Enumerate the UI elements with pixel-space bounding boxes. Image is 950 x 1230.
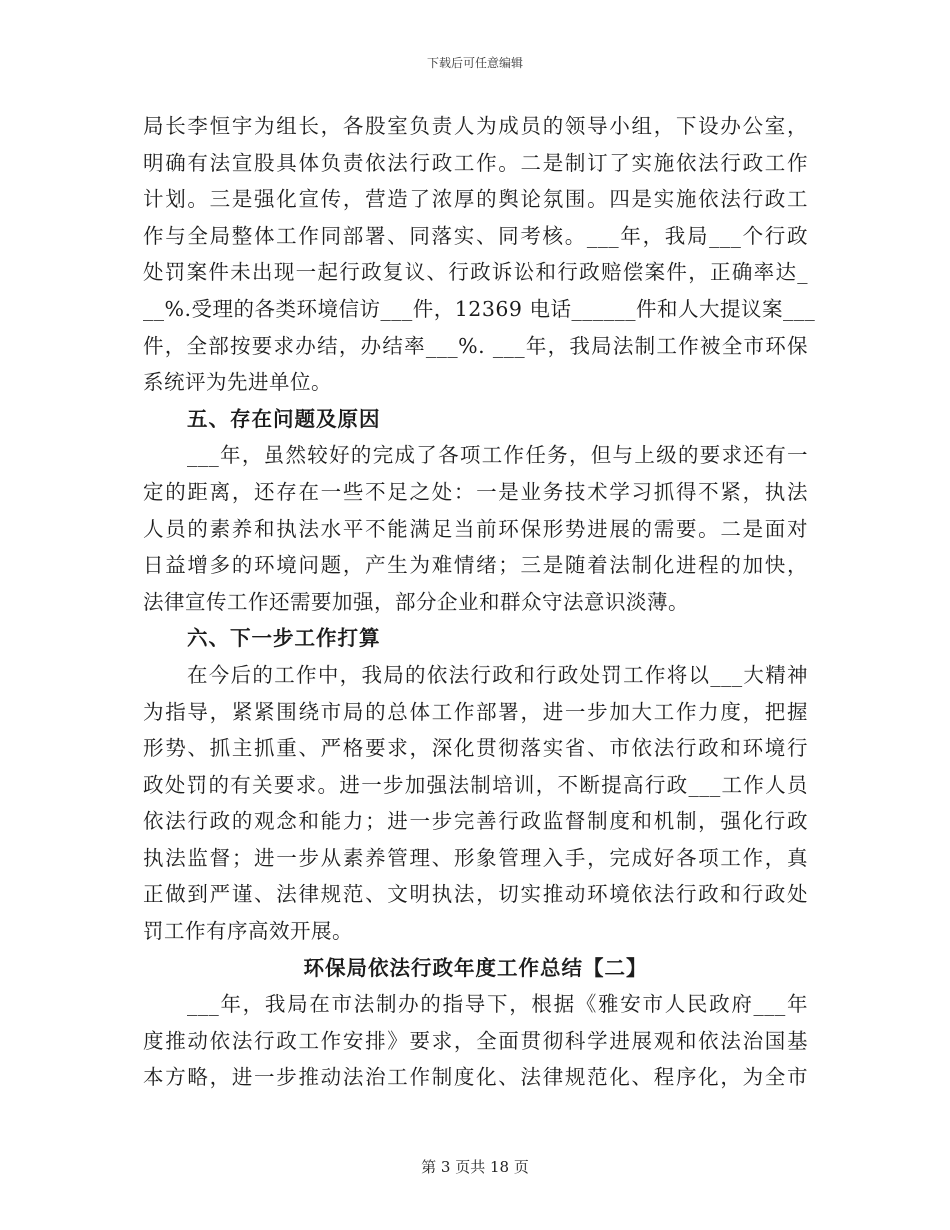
paragraph-line: 正做到严谨、法律规范、文明执法，切实推动环境依法行政和行政处 — [143, 882, 808, 907]
paragraph-line: 度推动依法行政工作安排》要求，全面贯彻科学进展观和依法治国基 — [143, 1028, 808, 1053]
paragraph-line: 件，全部按要求办结，办结率___%. ___年，我局法制工作被全市环保 — [143, 333, 808, 358]
document-body — [143, 108, 816, 1096]
paragraph-line: 明确有法宣股具体负责依法行政工作。二是制订了实施依法行政工作 — [143, 150, 808, 175]
paragraph-line: __%.受理的各类环境信访___件，12369 电话______件和人大提议案___ — [143, 296, 816, 321]
section-heading: 六、下一步工作打算 — [187, 626, 381, 651]
paragraph-line: 法律宣传工作还需要加强，部分企业和群众守法意识淡薄。 — [143, 589, 689, 614]
paragraph-line: 计划。三是强化宣传，营造了浓厚的舆论氛围。四是实施依法行政工 — [143, 187, 808, 212]
paragraph-line: 为指导，紧紧围绕市局的总体工作部署，进一步加大工作力度，把握 — [143, 699, 808, 724]
paragraph-line: 处罚案件未出现一起行政复议、行政诉讼和行政赔偿案件，正确率达_ — [143, 260, 808, 285]
paragraph-line: 人员的素养和执法水平不能满足当前环保形势进展的需要。二是面对 — [143, 516, 808, 541]
paragraph-line: 依法行政的观念和能力；进一步完善行政监督制度和机制，强化行政 — [143, 809, 808, 834]
section-title: 环保局依法行政年度工作总结【二】 — [303, 955, 648, 980]
paragraph-line: 在今后的工作中，我局的依法行政和行政处罚工作将以___大精神 — [187, 662, 808, 687]
paragraph-line: 定的距离，还存在一些不足之处：一是业务技术学习抓得不紧，执法 — [143, 479, 808, 504]
section-heading: 五、存在问题及原因 — [187, 406, 381, 431]
page-header: 下载后可任意编辑 — [426, 56, 523, 70]
paragraph-line: 作与全局整体工作同部署、同落实、同考核。___年，我局___个行政 — [143, 223, 808, 248]
paragraph-line: ___年，我局在市法制办的指导下，根据《雅安市人民政府___年 — [187, 992, 808, 1017]
paragraph-line: 日益增多的环境问题，产生为难情绪；三是随着法制化进程的加快， — [143, 553, 808, 578]
paragraph-line: 本方略，进一步推动法治工作制度化、法律规范化、程序化，为全市 — [143, 1065, 808, 1090]
paragraph-line: ___年，虽然较好的完成了各项工作任务，但与上级的要求还有一 — [187, 443, 808, 468]
paragraph-line: 罚工作有序高效开展。 — [143, 919, 353, 944]
paragraph-line: 执法监督；进一步从素养管理、形象管理入手，完成好各项工作，真 — [143, 845, 808, 870]
paragraph-line: 政处罚的有关要求。进一步加强法制培训，不断提高行政___工作人员 — [143, 772, 808, 797]
page-number: 第 3 页共 18 页 — [421, 1158, 529, 1176]
paragraph-line: 局长李恒宇为组长，各股室负责人为成员的领导小组，下设办公室， — [143, 114, 808, 138]
paragraph-line: 形势、抓主抓重、严格要求，深化贯彻落实省、市依法行政和环境行 — [143, 736, 808, 761]
paragraph-line: 系统评为先进单位。 — [143, 370, 332, 395]
